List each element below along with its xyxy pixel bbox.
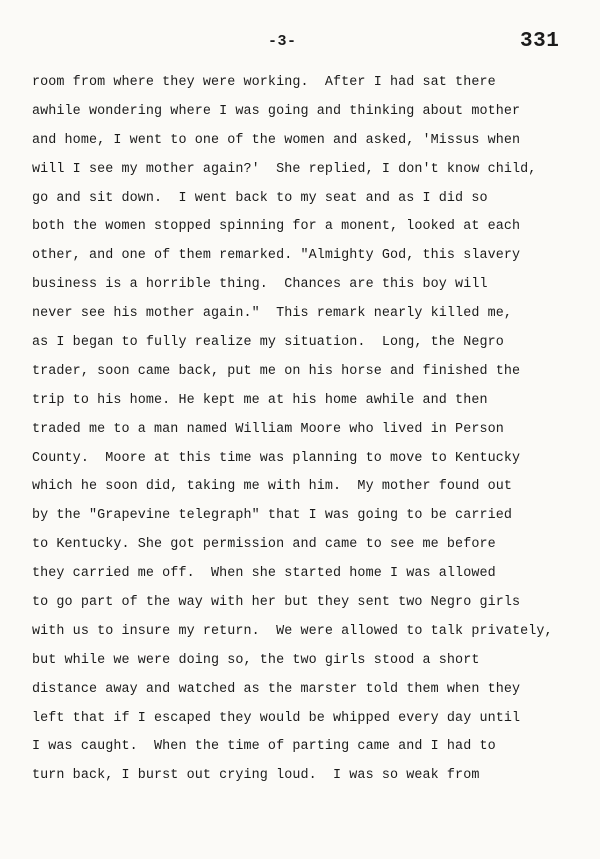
body-text — [32, 73, 592, 795]
text-line: turn back, I burst out crying loud. I was so weak from — [32, 768, 480, 784]
text-line: to Kentucky. She got permission and came to see me before — [32, 537, 496, 553]
text-line: and home, I went to one of the women and asked, 'Missus when — [32, 132, 521, 148]
text-line: but while we were doing so, the two girls stood a short — [32, 652, 480, 668]
text-line: left that if I escaped they would be whipped every day until — [32, 710, 521, 726]
text-line: with us to insure my return. We were allowed to talk privately, — [32, 623, 553, 639]
text-line: County. Moore at this time was planning to move to Kentucky — [32, 450, 521, 466]
page-number: 331 — [520, 30, 560, 53]
text-line: which he soon did, taking me with him. My mother found out — [32, 479, 513, 495]
text-line: as I began to fully realize my situation. Long, the Negro — [32, 335, 504, 351]
text-line: both the women stopped spinning for a monent, looked at each — [32, 219, 521, 235]
text-line: to go part of the way with her but they sent two Negro girls — [32, 595, 521, 611]
text-line: go and sit down. I went back to my seat and as I did so — [32, 190, 488, 206]
text-line: room from where they were working. After I had sat there — [32, 75, 496, 90]
text-line: awhile wondering where I was going and thinking about mother — [32, 103, 521, 119]
text-line: by the "Grapevine telegraph" that I was going to be carried — [32, 508, 513, 524]
text-line: trip to his home. He kept me at his home awhile and then — [32, 392, 488, 408]
text-line: they carried me off. When she started home I was allowed — [32, 566, 496, 582]
page-marker: -3- — [268, 33, 297, 50]
text-line: will I see my mother again?' She replied, I don't know child, — [32, 161, 537, 177]
text-line: other, and one of them remarked. "Almighty God, this slavery — [32, 248, 521, 264]
text-line: I was caught. When the time of parting came and I had to — [32, 739, 496, 755]
text-line: never see his mother again." This remark nearly killed me, — [32, 306, 513, 322]
text-line: business is a horrible thing. Chances are this boy will — [32, 277, 488, 293]
text-line: traded me to a man named William Moore who lived in Person — [32, 421, 504, 437]
text-line: trader, soon came back, put me on his horse and finished the — [32, 363, 521, 379]
text-line: distance away and watched as the marster told them when they — [32, 681, 521, 697]
